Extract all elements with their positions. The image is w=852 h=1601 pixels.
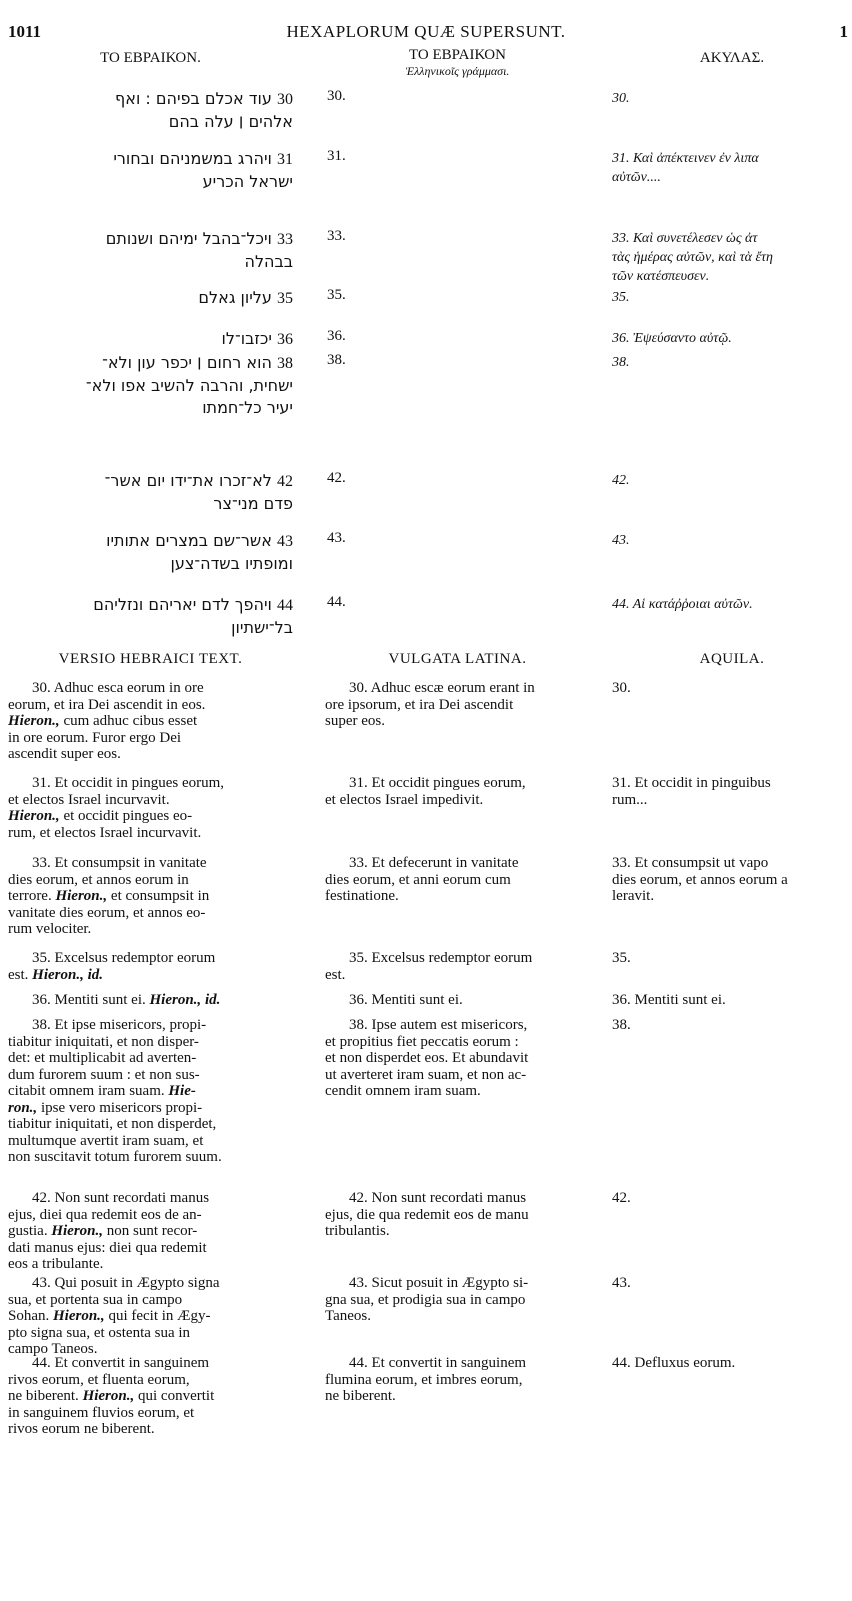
versio-hebraica-verse bbox=[8, 1017, 293, 1166]
text-line: campo Taneos. bbox=[8, 1341, 98, 1357]
hebrew-line bbox=[8, 328, 293, 351]
versio-hebraica-verse bbox=[8, 950, 293, 983]
aquila-greek-verse bbox=[612, 89, 852, 108]
text-line: dies eorum, et annos eorum a bbox=[612, 871, 788, 888]
hebrew-text: עוד אכלם בפיהם : ואף bbox=[115, 89, 272, 108]
hebrew-verse bbox=[8, 470, 293, 515]
text-line: flumina eorum, et imbres eorum, bbox=[325, 1371, 523, 1388]
text-line: et non disperdet eos. Et abundavit bbox=[325, 1050, 529, 1066]
hebrew-verse-number: 38 bbox=[277, 355, 293, 372]
vulgata-verse bbox=[325, 950, 590, 983]
text-line: pto signa sua, et ostenta sua in bbox=[8, 1324, 191, 1341]
greek-line: 30. bbox=[612, 91, 630, 106]
text-line: dies eorum, et annos eorum in bbox=[8, 871, 189, 888]
text-line: 43. Qui posuit in Ægypto signa bbox=[32, 1275, 220, 1291]
aquila-latin-verse bbox=[612, 855, 852, 905]
hebrew-verse bbox=[8, 352, 293, 419]
text-line: 36. Mentiti sunt ei. bbox=[612, 992, 726, 1008]
versio-hebraica-verse bbox=[8, 680, 293, 763]
transliteration-verse: 33. bbox=[327, 228, 346, 244]
greek-line: 43. bbox=[612, 533, 630, 548]
text-line: 42. Non sunt recordati manus bbox=[32, 1190, 210, 1206]
hebrew-verse-number: 43 bbox=[277, 533, 293, 550]
hebrew-text: ויהרג במשמניהם ובחורי bbox=[113, 149, 272, 168]
text-line: rum velociter. bbox=[8, 921, 92, 937]
text-line: 42. Non sunt recordati manus bbox=[349, 1190, 527, 1206]
hebrew-verse bbox=[8, 88, 293, 133]
text-line: 44. Defluxus eorum. bbox=[612, 1355, 736, 1371]
hebrew-verse-number: 42 bbox=[277, 473, 293, 490]
text-line: multumque avertit iram suam, et bbox=[8, 1132, 204, 1149]
text-line: 33. Et defecerunt in vanitate bbox=[349, 855, 519, 871]
aquila-latin-verse bbox=[612, 775, 852, 808]
vulgata-verse bbox=[325, 775, 590, 808]
text-line: 30. bbox=[612, 680, 631, 696]
aquila-latin-verse bbox=[612, 680, 852, 697]
versio-hebraica-verse bbox=[8, 992, 293, 1009]
running-title: HEXAPLORUM QUÆ SUPERSUNT. bbox=[286, 22, 566, 41]
aquila-greek-verse bbox=[612, 149, 852, 187]
transliteration-verse: 44. bbox=[327, 594, 346, 610]
text-line: 30. Adhuc esca eorum in ore bbox=[32, 680, 204, 696]
text-line: ore ipsorum, et ira Dei ascendit bbox=[325, 696, 514, 713]
hebrew-line: ישחית, והרבה להשיב אפו ולא־ bbox=[85, 376, 293, 395]
heading-transliteration-sub: Ἑλληνικοῖς γράμμασι. bbox=[405, 64, 510, 78]
text-line: in sanguinem fluvios eorum, et bbox=[8, 1404, 195, 1421]
text-line: dum furorem suum : et non sus- bbox=[8, 1066, 200, 1083]
aquila-greek-verse bbox=[612, 329, 852, 348]
versio-hebraica-verse bbox=[8, 1275, 293, 1358]
text-line: 31. Et occidit in pinguibus bbox=[612, 775, 771, 791]
greek-line: τὰς ἡμέρας αὐτῶν, καὶ τὰ ἔτη bbox=[612, 250, 773, 265]
transliteration-verse: 31. bbox=[327, 148, 346, 164]
text-line: 44. Et convertit in sanguinem bbox=[32, 1355, 210, 1371]
text-line: super eos. bbox=[325, 713, 385, 729]
text-line: rivos eorum, et fluenta eorum, bbox=[8, 1371, 190, 1388]
greek-line: 33. Καὶ συνετέλεσεν ὡς ἀτ bbox=[612, 231, 758, 246]
hebrew-line: ישראל הכריע bbox=[202, 172, 293, 191]
text-line: ejus, die qua redemit eos de manu bbox=[325, 1206, 529, 1223]
aquila-latin-verse bbox=[612, 950, 852, 967]
hebrew-verse bbox=[8, 328, 293, 351]
text-line: sua, et portenta sua in campo bbox=[8, 1291, 183, 1308]
aquila-latin-verse bbox=[612, 1355, 852, 1372]
aquila-latin-verse bbox=[612, 1190, 852, 1207]
hebrew-line: אלהים ׀ עלה בהם bbox=[168, 112, 293, 131]
aquila-greek-verse bbox=[612, 288, 852, 307]
text-line: leravit. bbox=[612, 888, 655, 904]
vulgata-verse bbox=[325, 1190, 590, 1240]
greek-line: τῶν κατέσπευσεν. bbox=[612, 269, 710, 284]
text-line: 35. bbox=[612, 950, 631, 966]
text-line: tiabitur iniquitati, et non disperdet, bbox=[8, 1116, 217, 1132]
greek-line: αὐτῶν.... bbox=[612, 170, 661, 185]
text-line: est. Hieron., id. bbox=[8, 966, 104, 983]
aquila-greek-verse bbox=[612, 353, 852, 372]
text-line: 31. Et occidit pingues eorum, bbox=[349, 775, 526, 791]
hebrew-verse bbox=[8, 287, 293, 310]
versio-hebraica-verse bbox=[8, 1190, 293, 1273]
hebrew-verse bbox=[8, 228, 293, 273]
heading-vulgata: VULGATA LATINA. bbox=[388, 651, 527, 667]
hebrew-text: ויהפך לדם יאריהם ונזליהם bbox=[93, 595, 272, 614]
text-line: 30. Adhuc escæ eorum erant in bbox=[349, 680, 535, 696]
text-line: vanitate dies eorum, et annos eo- bbox=[8, 904, 206, 921]
text-line: citabit omnem iram suam. Hie- bbox=[8, 1083, 196, 1099]
text-line: 38. Et ipse misericors, propi- bbox=[32, 1017, 207, 1033]
hebrew-line bbox=[8, 530, 293, 553]
text-line: 36. Mentiti sunt ei. Hieron., id. bbox=[32, 992, 221, 1008]
hebrew-line bbox=[8, 470, 293, 493]
hebrew-text: עליון גאלם bbox=[198, 288, 272, 307]
vulgata-verse bbox=[325, 680, 590, 730]
text-line: eos a tribulante. bbox=[8, 1256, 104, 1272]
hebrew-verse-number: 31 bbox=[277, 151, 293, 168]
text-line: et electos Israel incurvavit. bbox=[8, 791, 170, 808]
hebrew-line bbox=[8, 352, 293, 375]
transliteration-verse: 35. bbox=[327, 287, 346, 303]
text-line: terrore. Hieron., et consumpsit in bbox=[8, 888, 210, 904]
text-line: non suscitavit totum furorem suum. bbox=[8, 1149, 222, 1165]
text-line: rum... bbox=[612, 791, 648, 808]
hebrew-line: ומופתיו בשדה־צען bbox=[170, 554, 293, 573]
text-line: eorum, et ira Dei ascendit in eos. bbox=[8, 696, 206, 713]
text-line: 44. Et convertit in sanguinem bbox=[349, 1355, 527, 1371]
transliteration-verse: 38. bbox=[327, 352, 346, 368]
aquila-greek-verse bbox=[612, 471, 852, 490]
transliteration-verse: 43. bbox=[327, 530, 346, 546]
text-line: 33. Et consumpsit in vanitate bbox=[32, 855, 207, 871]
text-line: 35. Excelsus redemptor eorum bbox=[32, 950, 216, 966]
heading-aquila-greek: ΑΚΥΛΑΣ. bbox=[699, 50, 765, 66]
hebrew-verse-number: 36 bbox=[277, 331, 293, 348]
text-line: 38. Ipse autem est misericors, bbox=[349, 1017, 528, 1033]
text-line: ron., ipse vero misericors propi- bbox=[8, 1099, 203, 1116]
greek-line: 35. bbox=[612, 290, 630, 305]
hebrew-line: פדם מני־צר bbox=[213, 494, 293, 513]
versio-hebraica-verse bbox=[8, 1355, 293, 1438]
aquila-greek-verse bbox=[612, 531, 852, 550]
hebrew-text: לא־זכרו את־ידו יום אשר־ bbox=[104, 471, 272, 490]
aquila-greek-verse bbox=[612, 595, 852, 614]
text-line: rum, et electos Israel incurvavit. bbox=[8, 824, 202, 841]
aquila-latin-verse bbox=[612, 1275, 852, 1292]
text-line: cendit omnem iram suam. bbox=[325, 1083, 481, 1099]
text-line: ut averteret iram suam, et non ac- bbox=[325, 1066, 527, 1083]
text-line: 43. bbox=[612, 1275, 631, 1291]
text-line: festinatione. bbox=[325, 888, 399, 904]
text-line: 31. Et occidit in pingues eorum, bbox=[32, 775, 225, 791]
vulgata-verse bbox=[325, 1275, 590, 1325]
text-line: 38. bbox=[612, 1017, 631, 1033]
text-line: ne biberent. Hieron., qui convertit bbox=[8, 1388, 215, 1404]
hebrew-line bbox=[8, 287, 293, 310]
page-number-right: 1 bbox=[839, 22, 848, 41]
vulgata-verse bbox=[325, 855, 590, 905]
heading-transliteration bbox=[325, 47, 590, 79]
greek-line: 42. bbox=[612, 473, 630, 488]
aquila-latin-verse bbox=[612, 992, 852, 1009]
text-line: tribulantis. bbox=[325, 1223, 390, 1239]
text-line: et electos Israel impedivit. bbox=[325, 791, 484, 808]
text-line: gna sua, et prodigia sua in campo bbox=[325, 1291, 526, 1308]
text-line: 43. Sicut posuit in Ægypto si- bbox=[349, 1275, 529, 1291]
transliteration-verse: 36. bbox=[327, 328, 346, 344]
transliteration-verse: 42. bbox=[327, 470, 346, 486]
greek-line: 44. Αἱ κατάῤῥοιαι αὐτῶν. bbox=[612, 597, 753, 612]
hebrew-line bbox=[8, 148, 293, 171]
text-line: et propitius fiet peccatis eorum : bbox=[325, 1033, 519, 1050]
aquila-latin-verse bbox=[612, 1017, 852, 1034]
greek-line: 36. Ἐψεύσαντο αὐτῷ. bbox=[612, 331, 732, 346]
heading-hebrew: ΤΟ ΕΒΡΑΙΚΟΝ. bbox=[100, 50, 201, 66]
hebrew-line: יעיר כל־חמתו bbox=[202, 398, 293, 417]
greek-line: 31. Καὶ ἀπέκτεινεν ἐν λιπα bbox=[612, 151, 759, 166]
versio-hebraica-verse bbox=[8, 775, 293, 841]
hebrew-verse bbox=[8, 530, 293, 575]
page-number-left: 1011 bbox=[8, 22, 42, 41]
heading-transliteration-title: ΤΟ ΕΒΡΑΙΚΟΝ bbox=[409, 47, 506, 63]
text-line: 33. Et consumpsit ut vapo bbox=[612, 855, 769, 871]
hebrew-line bbox=[8, 88, 293, 111]
hebrew-verse-number: 30 bbox=[277, 91, 293, 108]
versio-hebraica-verse bbox=[8, 855, 293, 938]
vulgata-verse bbox=[325, 992, 590, 1009]
hebrew-verse-number: 35 bbox=[277, 290, 293, 307]
hebrew-verse bbox=[8, 594, 293, 639]
text-line: ascendit super eos. bbox=[8, 746, 121, 762]
text-line: dati manus ejus: diei qua redemit bbox=[8, 1239, 207, 1256]
hebrew-line: בל־ישתיון bbox=[231, 618, 293, 637]
hebrew-line bbox=[8, 228, 293, 251]
hebrew-line bbox=[8, 594, 293, 617]
running-head bbox=[0, 22, 852, 46]
text-line: Hieron., et occidit pingues eo- bbox=[8, 808, 193, 824]
text-line: rivos eorum ne biberent. bbox=[8, 1421, 155, 1437]
text-line: Taneos. bbox=[325, 1308, 372, 1324]
hebrew-verse bbox=[8, 148, 293, 193]
hebrew-text: יכזבו־לו bbox=[221, 329, 272, 348]
transliteration-verse: 30. bbox=[327, 88, 346, 104]
text-line: Sohan. Hieron., qui fecit in Ægy- bbox=[8, 1308, 211, 1324]
hebrew-text: ויכל־בהבל ימיהם ושנותם bbox=[105, 229, 272, 248]
hebrew-verse-number: 44 bbox=[277, 597, 293, 614]
text-line: gustia. Hieron., non sunt recor- bbox=[8, 1223, 198, 1239]
vulgata-verse bbox=[325, 1355, 590, 1405]
text-line: 36. Mentiti sunt ei. bbox=[349, 992, 463, 1008]
text-line: 35. Excelsus redemptor eorum bbox=[349, 950, 533, 966]
text-line: 42. bbox=[612, 1190, 631, 1206]
text-line: tiabitur iniquitati, et non disper- bbox=[8, 1033, 199, 1050]
hebrew-text: הוא רחום ׀ יכפר עון ולא־ bbox=[102, 353, 272, 372]
text-line: est. bbox=[325, 966, 346, 983]
hebrew-line: בבהלה bbox=[244, 252, 293, 271]
aquila-greek-verse bbox=[612, 229, 852, 286]
hebrew-text: אשר־שם במצרים אתותיו bbox=[106, 531, 272, 550]
hebrew-verse-number: 33 bbox=[277, 231, 293, 248]
text-line: ne biberent. bbox=[325, 1388, 396, 1404]
heading-aquila-latin: AQUILA. bbox=[699, 651, 765, 667]
text-line: dies eorum, et anni eorum cum bbox=[325, 871, 511, 888]
vulgata-verse bbox=[325, 1017, 590, 1100]
heading-versio: VERSIO HEBRAICI TEXT. bbox=[58, 651, 243, 667]
text-line: in ore eorum. Furor ergo Dei bbox=[8, 729, 182, 746]
greek-line: 38. bbox=[612, 355, 630, 370]
text-line: ejus, diei qua redemit eos de an- bbox=[8, 1206, 202, 1223]
text-line: det: et multiplicabit ad averten- bbox=[8, 1050, 197, 1066]
text-line: Hieron., cum adhuc cibus esset bbox=[8, 713, 198, 729]
